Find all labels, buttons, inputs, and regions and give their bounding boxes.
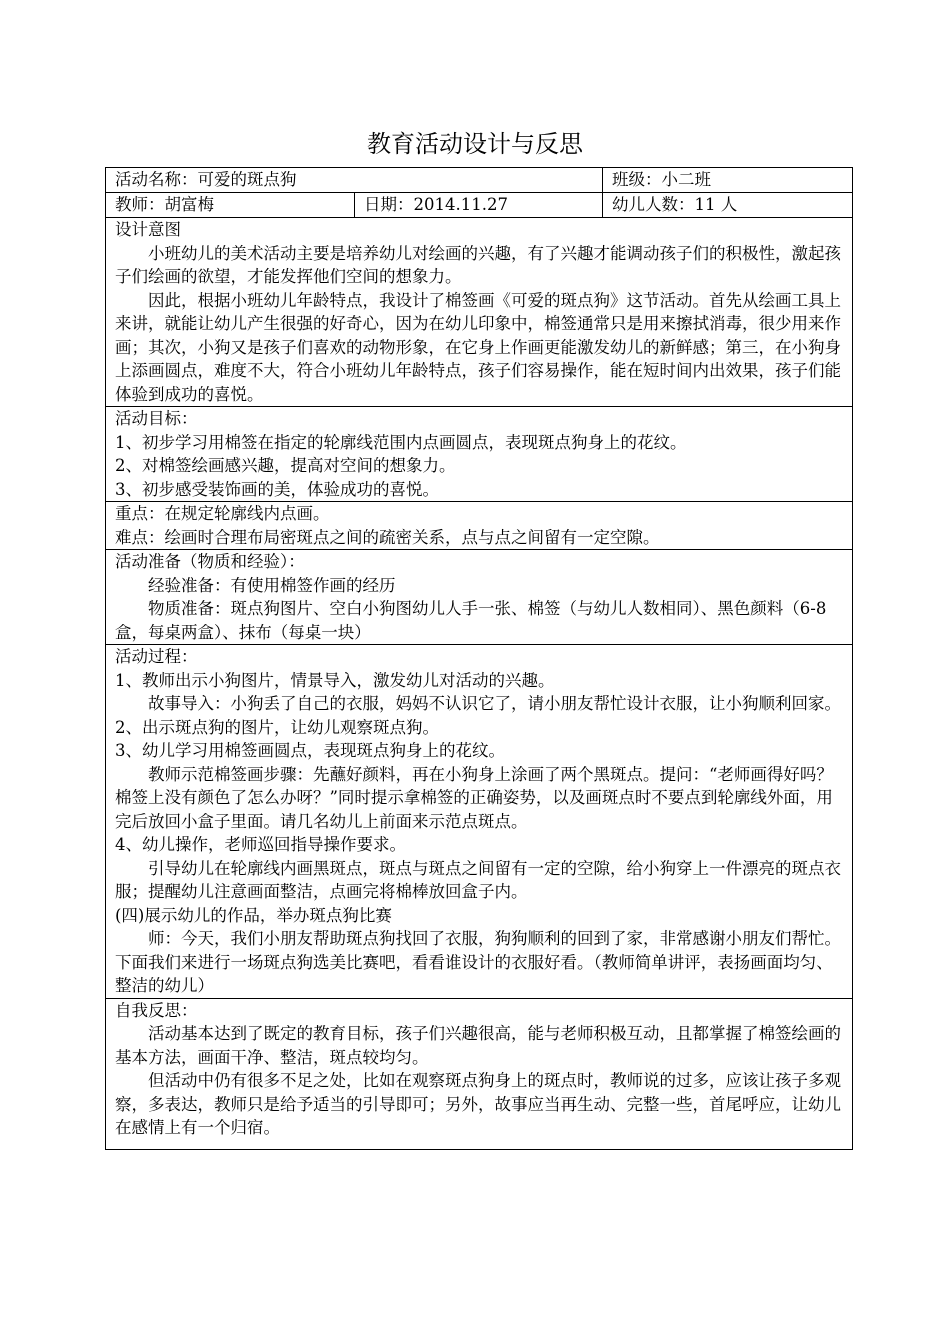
preparation-heading: 活动准备（物质和经验）： — [115, 552, 305, 571]
reflection-heading: 自我反思： — [115, 1000, 198, 1020]
process-step-5-teacher: 师：今天，我们小朋友帮助斑点狗找回了衣服，狗狗顺利的回到了家，非常感谢小朋友们帮忙。下面我们来进行一场斑点狗选美比赛吧，看看谁设计的衣服好看。（教师简单讲评，表扬画面均匀、整洁的幼儿） — [115, 929, 841, 995]
experience-preparation: 经验准备：有使用棉签作画的经历 — [148, 575, 396, 595]
page-title: 教育活动设计与反思 — [367, 130, 583, 158]
material-preparation: 物质准备：斑点狗图片、空白小狗图幼儿人手一张、棉签（与幼儿人数相同）、黑色颜料（6-8 盒，每桌两盒）、抹布（每桌一块） — [115, 599, 827, 642]
teacher-cell: 教师：胡富梅 — [106, 193, 355, 218]
row-activity-info — [106, 168, 853, 193]
reflection-paragraph-1: 活动基本达到了既定的教育目标，孩子们兴趣很高，能与老师积极互动，且都掌握了棉签绘画的基本方法，画面干净、整洁，斑点较均匀。 — [115, 1024, 841, 1067]
design-intent-paragraph-1: 小班幼儿的美术活动主要是培养幼儿对绘画的兴趣，有了兴趣才能调动孩子们的积极性，激起孩子们绘画的欲望，才能发挥他们空间的想象力。 — [115, 243, 841, 286]
section-key-points — [106, 502, 853, 550]
process-step-1-story: 故事导入：小狗丢了自己的衣服，妈妈不认识它了，请小朋友帮忙设计衣服，让小狗顺利回家。 — [148, 694, 841, 713]
process-step-5: (四)展示幼儿的作品，举办斑点狗比赛 — [115, 905, 392, 925]
section-process — [106, 645, 853, 999]
activity-name-cell: 活动名称：可爱的斑点狗 — [106, 168, 603, 193]
count-cell: 幼儿人数：11 人 — [603, 193, 853, 218]
design-intent-heading: 设计意图 — [115, 220, 181, 239]
process-step-3: 3、幼儿学习用棉签画圆点，表现斑点狗身上的花纹。 — [115, 741, 505, 760]
reflection-paragraph-2: 但活动中仍有很多不足之处，比如在观察斑点狗身上的斑点时，教师说的过多，应该让孩子多观察，多表达，教师只是给予适当的引导即可；另外，故事应当再生动、完整一些，首尾呼应，让幼儿在感情上有一个归宿。 — [115, 1071, 841, 1137]
section-reflection — [106, 998, 853, 1149]
difficulty-point: 难点：绘画时合理布局密斑点之间的疏密关系，点与点之间留有一定空隙。 — [115, 527, 660, 547]
section-goals — [106, 407, 853, 502]
process-heading: 活动过程： — [115, 647, 198, 666]
goal-item: 1、初步学习用棉签在指定的轮廓线范围内点画圆点，表现斑点狗身上的花纹。 — [115, 432, 687, 452]
process-step-3-demo: 教师示范棉签画步骤：先蘸好颜料，再在小狗身上涂画了两个黑斑点。提问：“老师画得好吗？棉签上没有颜色了怎么办呀？”同时提示拿棉签的正确姿势，以及画斑点时不要点到轮廓线外面，用完后放回小盒子里面。请几名幼儿上前面来示范点斑点。 — [115, 764, 833, 831]
goal-item: 2、对棉签绘画感兴趣，提高对空间的想象力。 — [115, 456, 456, 475]
process-step-4-guide: 引导幼儿在轮廓线内画黑斑点，斑点与斑点之间留有一定的空隙，给小狗穿上一件漂亮的斑点衣服；提醒幼儿注意画面整洁，点画完将棉棒放回盒子内。 — [115, 858, 841, 901]
goals-heading: 活动目标： — [115, 409, 198, 428]
section-design-intent — [106, 218, 853, 407]
design-intent-paragraph-2: 因此，根据小班幼儿年龄特点，我设计了棉签画《可爱的斑点狗》这节活动。首先从绘画工具上来讲，就能让幼儿产生很强的好奇心，因为在幼儿印象中，棉签通常只是用来擦拭消毒，很少用来作画；其次，小狗又是孩子们喜欢的动物形象，在它身上作画更能激发幼儿的新鲜感；第三，在小狗身上添画圆点，难度不大，符合小班幼儿年龄特点，孩子们容易操作，能在短时间内出效果，孩子们能体验到成功的喜悦。 — [115, 290, 841, 404]
process-step-4: 4、幼儿操作，老师巡回指导操作要求。 — [115, 835, 406, 854]
date-cell: 日期：2014.11.27 — [355, 193, 603, 218]
section-preparation — [106, 550, 853, 645]
lesson-plan-table — [105, 167, 853, 1150]
goal-item: 3、初步感受装饰画的美，体验成功的喜悦。 — [115, 479, 439, 499]
process-step-1: 1、教师出示小狗图片，情景导入，激发幼儿对活动的兴趣。 — [115, 670, 555, 690]
row-teacher-info — [106, 193, 853, 218]
key-point: 重点：在规定轮廓线内点画。 — [115, 504, 330, 523]
process-step-2: 2、出示斑点狗的图片，让幼儿观察斑点狗。 — [115, 717, 439, 737]
class-cell: 班级：小二班 — [603, 168, 853, 193]
